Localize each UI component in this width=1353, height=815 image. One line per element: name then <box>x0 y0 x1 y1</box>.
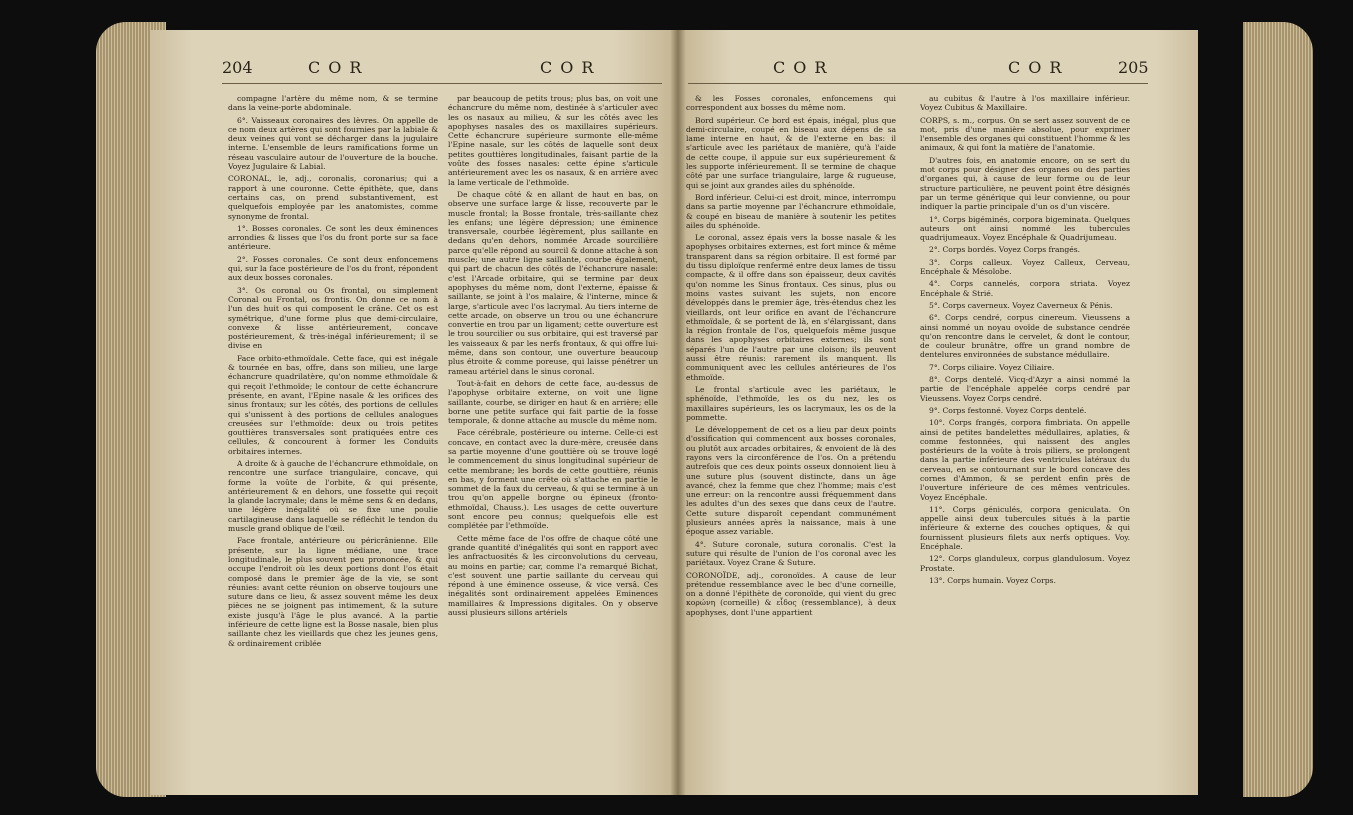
paragraph: 12°. Corps glanduleux, corpus glandulosum. Voyez Prostate. <box>920 554 1130 573</box>
paragraph: CORPS, s. m., corpus. On se sert assez souvent de ce mot, pris d'une manière absolue, pour exprimer l'ensemble des organes qui constituent l'homme & les animaux, & qui font la matière de l'anatomie. <box>920 115 1130 153</box>
paragraph: par beaucoup de petits trous; plus bas, on voit une échancrure du même nom, destinée à s'articuler avec les os nasaux au milieu, & sur les côtés avec les apophyses nasales des os maxillaires supérieurs. Cette échancrure supérieure surmonte elle-même l'Epine nasale, sur les côtés de laquelle sont deux petites gouttières longitudinales, faisant partie de la voûte des fosses nasales: cette épine s'articule antérieurement avec les os nasaux, & en arrière avec la lame verticale de l'ethmoïde. <box>448 94 658 187</box>
paragraph: Le développement de cet os a lieu par deux points d'ossification qui commencent aux bosses coronales, ou plutôt aux arcades orbitaires, & envoient de là des rayons vers la circonférence de l'os. On a prétendu autrefois que ces deux points osseux donnoient lieu à une suture plus (souvent distincte, dans un âge avancé, chez la femme que chez l'homme; mais c'est une erreur: on la rencontre aussi fréquemment dans les adultes d'un des sexes que dans ceux de l'autre. Cette suture disparoît cependant communément plusieurs années après la naissance, mais à une époque assez variable. <box>686 425 896 537</box>
text-column-left <box>686 94 896 784</box>
paragraph: 9°. Corps festonné. Voyez Corps dentelé. <box>929 405 1087 415</box>
paragraph: Face cérébrale, postérieure ou interne. Celle-ci est concave, en contact avec la dure-mère, creusée dans sa partie moyenne d'une gouttière où se trouve logé le commencement du sinus longitudinal supérieur de cette membrane; les bords de cette gouttière, réunis en bas, y forment une crête où s'attache en partie le sommet de la faux du cerveau, & qui se termine à un trou qu'on appelle borgne ou épineux (fronto-ethmoïdal, Chauss.). Les usages de cette ouverture sont encore peu connus; quelquefois elle est complétée par l'ethmoïde. <box>448 428 658 531</box>
paragraph: 6°. Vaisseaux coronaires des lèvres. On appelle de ce nom deux artères qui sont fournies par la labiale & deux veines qui vont se décharger dans la jugulaire interne. L'ensemble de leurs ramifications forme un réseau vasculaire autour de l'ouverture de la bouche. Voyez Jugulaire & Labial. <box>228 115 438 172</box>
paragraph: De chaque côté & en allant de haut en bas, on observe une surface large & lisse, recouverte par le muscle frontal; la Bosse frontale, très-saillante chez les enfans; une légère dépression; une éminence transversale, courbée légèrement, plus saillante en dedans qu'en dehors, nommée Arcade sourcilière parce qu'elle répond au sourcil & donne attache à son muscle; une autre ligne saillante, courbe également, qui part de chacun des côtés de l'échancrure nasale: c'est l'Arcade orbitaire, qui se termine par deux apophyses du même nom, dont l'externe, épaisse & saillante, se joint à l'os malaire, & l'interne, mince & large, s'articule avec l'os lacrymal. Au tiers interne de cette arcade, on observe un trou ou une échancrure convertie en trou par un ligament; cette ouverture est le trou sourcilier ou sus orbitaire, qui est traversé par les vaisseaux & par les nerfs frontaux, & qui offre lui-même, dans son contour, une ouverture beaucoup plus étroite & comme poreuse, qui laisse pénétrer un rameau artériel dans le sinus coronal. <box>448 189 658 376</box>
paragraph: Bord inférieur. Celui-ci est droit, mince, interrompu dans sa partie moyenne par l'échancrure ethmoïdale, & coupé en biseau de manière à soutenir les petites ailes du sphénoïde. <box>686 192 896 230</box>
header-rule <box>688 83 1148 84</box>
running-head: COR <box>308 58 370 77</box>
paragraph: Tout-à-fait en dehors de cette face, au-dessus de l'apophyse orbitaire externe, on voit une ligne saillante, courbe, se diriger en haut & en arrière; elle borne une petite surface qui fait partie de la fosse temporale, & donne attache au muscle du même nom. <box>448 378 658 426</box>
right-page <box>678 30 1198 795</box>
left-page-header <box>150 58 678 80</box>
paragraph: 6°. Corps cendré, corpus cinereum. Vieussens a ainsi nommé un noyau ovoïde de substance cendrée qu'on rencontre dans le cervelet, & dont le contour, de couleur brunâtre, offre un grand nombre de dentelures environnées de substance médullaire. <box>920 313 1130 360</box>
paragraph: 5°. Corps caverneux. Voyez Caverneux & Pénis. <box>929 300 1113 310</box>
paragraph: 2°. Corps bordés. Voyez Corps frangés. <box>929 245 1081 255</box>
paragraph: Bord supérieur. Ce bord est épais, inégal, plus que demi-circulaire, coupé en biseau aux dépens de sa lame interne en haut, & de l'externe en bas: il s'articule avec les pariétaux de manière, qu'à l'aide de cette coupe, il appuie sur eux supérieurement & les supporte inférieurement. Il se termine de chaque côté par une surface triangulaire, large & rugueuse, qui se joint aux grandes ailes du sphénoïde. <box>686 115 896 190</box>
paragraph: Face frontale, antérieure ou péricrânienne. Elle présente, sur la ligne médiane, une trace longitudinale, le plus souvent peu prononcée, & qui occupe l'endroit où les deux portions dont l'os était composé dans le premier âge de la vie, se sont réunies: avant cette réunion on observe toujours une suture dans ce lieu, & assez souvent même les deux pièces ne se joignent pas intimement, & la suture existe jusqu'à l'âge le plus avancé. A la partie inférieure de cette ligne est la Bosse nasale, bien plus saillante chez les vieillards que chez les jeunes gens, & ordinairement criblée <box>228 536 438 648</box>
running-head: COR <box>1008 58 1070 77</box>
page-number: 204 <box>222 58 253 77</box>
paragraph: 8°. Corps dentelé. Vicq-d'Azyr a ainsi nommé la partie de l'encéphale appelée corps cendré par Vieussens. Voyez Corps cendré. <box>920 375 1130 403</box>
running-head: COR <box>773 58 835 77</box>
paragraph: CORONAL, le, adj., coronalis, coronarius; qui a rapport à une couronne. Cette épithète, que, dans certains cas, on prend substantivement, est quelquefois employée par les anatomistes, comme synonyme de frontal. <box>228 174 438 221</box>
paragraph: 3°. Os coronal ou Os frontal, ou simplement Coronal ou Frontal, os frontis. On donne ce nom à l'un des huit os qui composent le crâne. Cet os est symétrique, d'une forme plus que demi-circulaire, convexe & lisse antérieurement, concave postérieurement, & très-inégal inférieurement; il se divise en <box>228 285 438 351</box>
text-column-left <box>228 94 438 784</box>
right-page-edges <box>1243 22 1313 797</box>
running-head: COR <box>540 58 602 77</box>
page-number: 205 <box>1118 58 1149 77</box>
paragraph: A droite & à gauche de l'échancrure ethmoïdale, on rencontre une surface triangulaire, concave, qui forme la voûte de l'orbite, & qui présente, antérieurement & en dehors, une fossette qui reçoit la glande lacrymale; dans le même sens & en dedans, une légère inégalité où se fixe une poulie cartilagineuse dans laquelle se réfléchit le tendon du muscle grand oblique de l'œil. <box>228 458 438 534</box>
paragraph: 1°. Corps bigéminés, corpora bigeminata. Quelques auteurs ont ainsi nommé les tubercules quadrijumeaux. Voyez Encéphale & Quadrijumeau. <box>920 214 1130 243</box>
paragraph: CORONOÏDE, adj., coronoïdes. A cause de leur prétendue ressemblance avec le bec d'une corneille, on a donné l'épithète de coronoïde, qui vient du grec κορώνη (corneille) & εἶδος (ressemblance), à deux apophyses, dont l'une appartient <box>686 570 896 617</box>
text-column-right <box>920 94 1130 784</box>
right-page-header <box>678 58 1198 80</box>
paragraph: 4°. Corps cannelés, corpora striata. Voyez Encéphale & Strié. <box>920 279 1130 298</box>
paragraph: 4°. Suture coronale, sutura coronalis. C'est la suture qui résulte de l'union de l'os coronal avec les pariétaux. Voyez Crane & Suture. <box>686 539 896 568</box>
paragraph: Le frontal s'articule avec les pariétaux, le sphénoïde, l'ethmoïde, les os du nez, les os maxillaires supérieurs, les os lacrymaux, les os de la pommette. <box>686 384 896 422</box>
paragraph: & les Fosses coronales, enfoncemens qui correspondent aux bosses du même nom. <box>686 94 896 113</box>
paragraph: 3°. Corps calleux. Voyez Calleux, Cerveau, Encéphale & Mésolobe. <box>920 257 1130 277</box>
header-rule <box>222 83 662 84</box>
paragraph: D'autres fois, en anatomie encore, on se sert du mot corps pour désigner des organes ou des parties d'organes qui, à cause de leur forme ou de leur structure particulière, ne peuvent point être désignés par un terme générique qui leur convienne, ou pour indiquer la partie principale d'un os d'un viscère. <box>920 155 1130 212</box>
book-gutter <box>670 30 686 795</box>
paragraph: Cette même face de l'os offre de chaque côté une grande quantité d'inégalités qui sont en rapport avec les anfractuosités & les circonvolutions du cerveau, au moins en partie; car, comme l'a remarqué Bichat, c'est souvent une partie saillante du cerveau qui répond à une éminence osseuse, & vice versâ. Ces inégalités sont ordinairement appelées Eminences mamillaires & Impressions digitales. On y observe aussi plusieurs sillons artériels <box>448 533 658 618</box>
paragraph: 7°. Corps ciliaire. Voyez Ciliaire. <box>929 362 1055 372</box>
paragraph: Face orbito-ethmoïdale. Cette face, qui est inégale & tournée en bas, offre, dans son milieu, une large échancrure quadrilatère, qu'on nomme ethmoïdale & qui reçoit l'ethmoïde; le contour de cette échancrure présente, en avant, l'Epine nasale & les orifices des sinus frontaux; sur les côtés, des portions de cellules qui s'unissent à des portions de cellules analogues creusées sur l'ethmoïde: deux ou trois petites gouttières transversales sont pratiquées entre ces cellules, & concourent à former les Conduits orbitaires internes. <box>228 353 438 456</box>
paragraph: compagne l'artère du même nom, & se termine dans la veine-porte abdominale. <box>228 94 438 113</box>
paragraph: Le coronal, assez épais vers la bosse nasale & les apophyses orbitaires externes, est fort mince & même transparent dans sa région orbitaire. Il est formé par du tissu diploïque renfermé entre deux lames de tissu compacte, & il offre dans son épaisseur, deux cavités qu'on nomme les Sinus frontaux. Ces sinus, plus ou moins vastes suivant les sujets, non encore développés dans le premier âge, très-étendus chez les vieillards, ont leur orifice en avant de l'échancrure ethmoïdale, & se portent de là, en s'élargissant, dans la région frontale de l'os, quelquefois même jusque dans les apophyses orbitaires externes; ils sont séparés l'un de l'autre par une cloison; ils peuvent aussi être réunis: rarement ils manquent. Ils communiquent avec les cellules antérieures de l'os ethmoïde. <box>686 233 896 382</box>
paragraph: 1°. Bosses coronales. Ce sont les deux éminences arrondies & lisses que l'os du front porte sur sa face antérieure. <box>228 223 438 252</box>
paragraph: au cubitus & l'autre à l'os maxillaire inférieur. Voyez Cubitus & Maxillaire. <box>920 94 1130 113</box>
text-column-right <box>448 94 658 784</box>
paragraph: 11°. Corps géniculés, corpora geniculata. On appelle ainsi deux tubercules situés à la partie inférieure & externe des couches optiques, & qui fournissent plusieurs filets aux nerfs optiques. Voy. Encéphale. <box>920 504 1130 552</box>
paragraph: 13°. Corps humain. Voyez Corps. <box>929 575 1056 585</box>
paragraph: 10°. Corps frangés, corpora fimbriata. On appelle ainsi de petites bandelettes médullaires, aplaties, & comme festonnées, qui naissent des angles postérieurs de la voûte à trois piliers, se prolongent dans la partie inférieure des ventricules latéraux du cerveau, en se contournant sur le bord concave des cornes d'Ammon, & se perdent enfin près de l'ouverture inférieure de ces mêmes ventricules. Voyez Encéphale. <box>920 418 1130 502</box>
paragraph: 2°. Fosses coronales. Ce sont deux enfoncemens qui, sur la face postérieure de l'os du front, répondent aux deux bosses coronales. <box>228 254 438 283</box>
left-page <box>150 30 678 795</box>
